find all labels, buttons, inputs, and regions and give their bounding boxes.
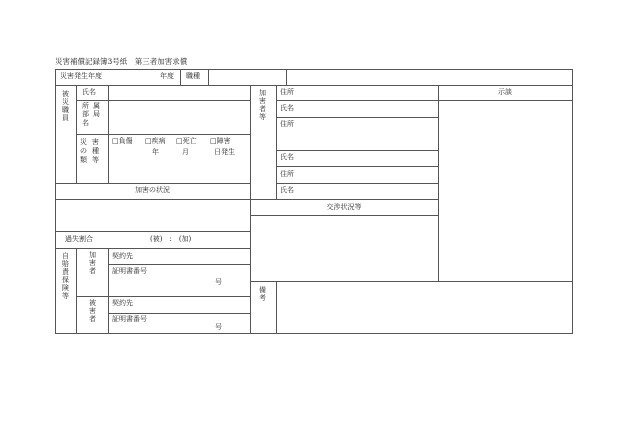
border-right bbox=[572, 69, 573, 333]
col-middle-lower bbox=[250, 199, 251, 333]
top-row-sep-2 bbox=[208, 69, 209, 85]
label-shokushu: 職種 bbox=[186, 72, 200, 80]
top-row-sep-3 bbox=[286, 69, 287, 85]
fault-ratio-value: (被) : (加) bbox=[150, 235, 192, 243]
settlement-header-line bbox=[438, 100, 572, 101]
perp-row-2 bbox=[276, 117, 438, 118]
col-perp-section bbox=[276, 85, 277, 199]
label-dept bbox=[82, 102, 104, 127]
label-go-1: 号 bbox=[215, 278, 222, 286]
victim-row-3 bbox=[55, 183, 250, 184]
remarks-top bbox=[250, 281, 572, 282]
label-go-2: 号 bbox=[215, 323, 222, 331]
label-day-occurred: 日発生 bbox=[214, 148, 235, 156]
fault-row-bottom bbox=[55, 248, 250, 249]
label-disaster-type bbox=[80, 138, 106, 164]
label-fault-ratio: 過失割合 bbox=[65, 235, 93, 243]
check-death[interactable]: □死亡 bbox=[176, 137, 197, 145]
col-insurance-labels bbox=[108, 248, 109, 333]
label-damage-status: 加害の状況 bbox=[135, 186, 170, 194]
ins-row-1 bbox=[108, 264, 250, 265]
label-victim-section: 被災職員 bbox=[62, 90, 69, 123]
top-row-line bbox=[55, 85, 573, 86]
label-disaster-type-text: 災害の種類等 bbox=[80, 138, 104, 164]
perp-row-4 bbox=[276, 166, 438, 167]
label-dept-text: 所属部局名 bbox=[82, 102, 104, 127]
label-cert-1: 証明書番号 bbox=[112, 267, 147, 275]
label-cert-2: 証明書番号 bbox=[112, 315, 147, 323]
label-remarks: 備考 bbox=[259, 286, 266, 303]
check-disability[interactable]: □障害 bbox=[210, 137, 231, 145]
border-top bbox=[55, 69, 573, 70]
label-month: 月 bbox=[182, 148, 189, 156]
negotiation-top bbox=[250, 199, 438, 200]
victim-row-2 bbox=[76, 134, 250, 135]
label-insurance-section: 自賠責保険等 bbox=[62, 252, 69, 301]
top-row-sep-1 bbox=[180, 69, 181, 85]
col-remarks-label bbox=[276, 281, 277, 333]
label-ins-perp: 加害者 bbox=[89, 251, 96, 276]
damage-row-bottom bbox=[55, 199, 250, 200]
perp-row-5 bbox=[276, 183, 438, 184]
negotiation-header-line bbox=[250, 215, 438, 216]
label-perp-name-1: 氏名 bbox=[280, 104, 294, 112]
label-year: 年 bbox=[152, 148, 159, 156]
label-settlement: 示談 bbox=[498, 88, 512, 96]
label-nendo: 年度 bbox=[160, 72, 174, 80]
col-insurance-section bbox=[76, 248, 77, 333]
victim-row-1 bbox=[76, 100, 250, 101]
perp-row-3 bbox=[276, 150, 438, 151]
label-negotiation: 交渉状況等 bbox=[326, 203, 362, 211]
perp-row-1 bbox=[276, 100, 438, 101]
label-disaster-year: 災害発生年度 bbox=[60, 72, 102, 80]
check-disease[interactable]: □疾病 bbox=[145, 137, 166, 145]
col-settlement bbox=[438, 85, 439, 281]
col-middle-left bbox=[250, 85, 251, 199]
label-perp-section: 加害者等 bbox=[259, 89, 266, 122]
fault-row-top bbox=[55, 231, 250, 232]
label-perp-address-3: 住所 bbox=[280, 170, 294, 178]
label-perp-address-1: 住所 bbox=[280, 88, 294, 96]
label-perp-name-2: 氏名 bbox=[280, 153, 294, 161]
border-left bbox=[55, 69, 56, 333]
check-injury[interactable]: □負傷 bbox=[112, 137, 133, 145]
border-bottom bbox=[55, 333, 573, 334]
label-ins-victim: 被害者 bbox=[89, 299, 96, 324]
label-contract-2: 契約先 bbox=[112, 299, 133, 307]
ins-row-2 bbox=[76, 296, 250, 297]
label-victim-name: 氏名 bbox=[82, 88, 96, 96]
label-perp-name-3: 氏名 bbox=[280, 186, 294, 194]
form-title: 災害補償記録簿3号紙 第三者加害求償 bbox=[55, 57, 188, 66]
label-contract-1: 契約先 bbox=[112, 252, 133, 260]
ins-row-3 bbox=[108, 313, 250, 314]
label-perp-address-2: 住所 bbox=[280, 120, 294, 128]
